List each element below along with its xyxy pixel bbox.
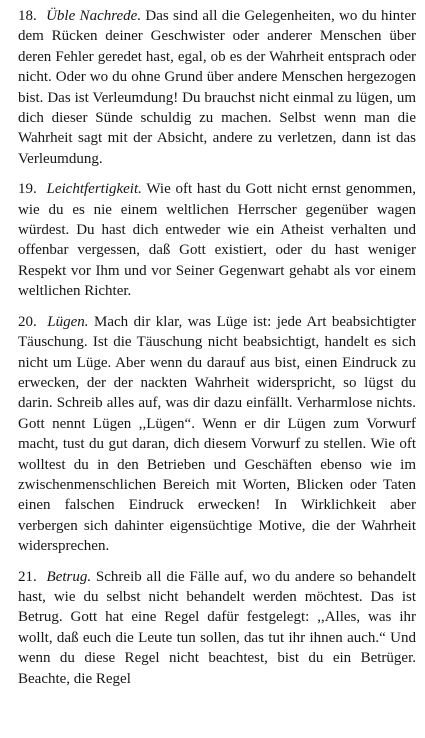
section-20 [18, 312, 416, 557]
section-text: Mach dir klar, was Lüge ist: jede Art beabsichtigter Täuschung. Ist die Täuschung nicht beabsichtigt, handelt es sich nicht um Lüge. Aber wenn du darauf aus bist, einen Eindruck zu erwecken, der der nackten Wahrheit widerspricht, so lügst du darin. Schreib alles auf, was dir dazu einfällt. Verharmlose nichts. Gott nennt Lügen ,,Lügen“. Wenn er dir Lügen zum Vorwurf macht, tust du gut daran, dich diesem Vorwurf zu stellen. Wie oft wolltest du in den Betrieben und Geschäften ebenso wie im zwischenmenschlichen Bereich mit Worten, Blicken oder Taten einen falschen Eindruck erwecken! In Wirklichkeit aber verbergen sich dahinter eigensüchtige Motive, die der Wahrheit widersprechen. [18, 313, 417, 555]
section-number: 21. [18, 568, 37, 585]
section-18 [18, 6, 416, 169]
section-title: Betrug. [46, 568, 92, 585]
section-title: Leichtfertigkeit. [46, 181, 142, 198]
section-text: Das sind all die Gelegenheiten, wo du hinter dem Rücken deiner Geschwister oder anderer Menschen über deren Fehler geredet hast, egal, ob es der Wahrheit entsprach oder nicht. Oder wo du ohne Grund über andere Menschen hergezogen bist. Das ist Verleumdung! Du brauchst nicht einmal zu lügen, um dich dieser Sünde schuldig zu machen. Selbst wenn man die Wahrheit sagt mit der Absicht, andere zu verletzen, dann ist das Verleumdung. [18, 8, 417, 167]
section-number: 19. [18, 181, 37, 198]
section-title: Lügen. [47, 313, 89, 330]
section-21 [18, 567, 416, 689]
section-number: 18. [18, 8, 37, 24]
document-page [18, 6, 416, 699]
section-text: Schreib all die Fälle auf, wo du andere so behandelt hast, wie du selbst nicht behandelt werden möchtest. Das ist Betrug. Gott hat eine Regel dafür festgelegt: ,,Alles, was ihr wollt, daß euch die Leute tun sollen, das tut ihr ihnen auch.“ Und wenn du diese Regel nicht beachtest, bist du ein Betrüger. Beachte, die Regel [18, 568, 417, 687]
section-number: 20. [18, 313, 37, 330]
section-19 [18, 179, 416, 301]
section-title: Üble Nachrede. [46, 8, 142, 24]
section-text: Wie oft hast du Gott nicht ernst genommen, wie du es nie einem weltlichen Herrscher gegenüber wagen würdest. Du hast dich entweder wie ein Atheist verhalten und offenbar vergessen, daß Gott existiert, oder du hast weniger Respekt vor Ihm und vor Seiner Gegenwart gehabt als vor einem weltlichen Richter. [18, 181, 417, 300]
